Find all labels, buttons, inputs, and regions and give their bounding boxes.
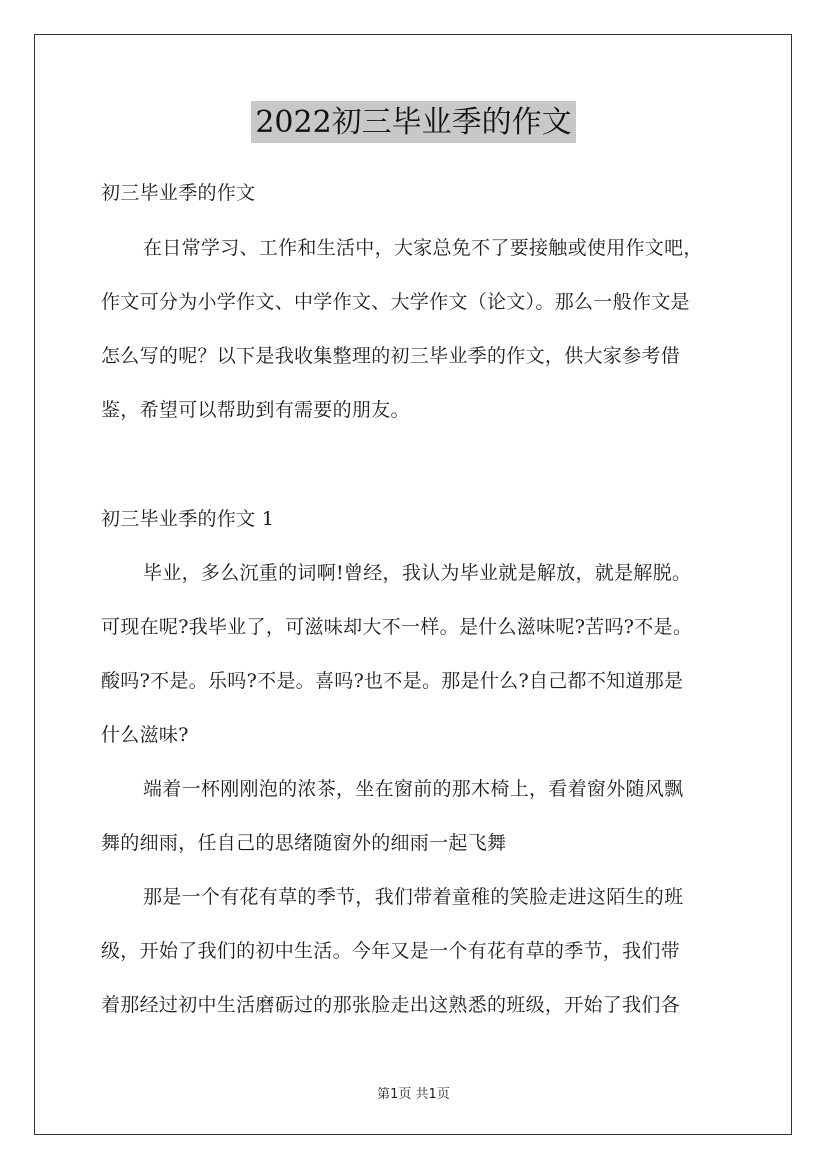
paragraph3-line-3: 着那经过初中生活磨砺过的那张脸走出这熟悉的班级，开始了我们各 [101,994,681,1016]
intro-line-4: 鉴，希望可以帮助到有需要的朋友。 [101,399,410,421]
intro-line-3: 怎么写的呢？以下是我收集整理的初三毕业季的作文，供大家参考借 [101,345,681,367]
document-title [0,101,827,143]
subtitle: 初三毕业季的作文 [101,182,256,204]
paragraph3-line-2: 级，开始了我们的初中生活。今年又是一个有花有草的季节，我们带 [101,940,681,962]
paragraph2-line-1: 端着一杯刚刚泡的浓茶，坐在窗前的那木椅上，看着窗外随风飘 [143,778,684,800]
title-text: 2022初三毕业季的作文 [251,101,575,143]
intro-line-1: 在日常学习、工作和生活中，大家总免不了要接触或使用作文吧， [143,237,703,259]
intro-line-2: 作文可分为小学作文、中学作文、大学作文（论文）。那么一般作文是 [101,291,690,313]
paragraph1-line-3: 酸吗?不是。乐吗?不是。喜吗?也不是。那是什么?自己都不知道那是 [101,670,684,692]
section-heading: 初三毕业季的作文 1 [101,508,275,530]
paragraph1-line-4: 什么滋味? [101,724,189,746]
paragraph1-line-1: 毕业，多么沉重的词啊!曾经，我认为毕业就是解放，就是解脱。 [143,562,692,584]
paragraph2-line-2: 舞的细雨，任自己的思绪随窗外的细雨一起飞舞 [101,832,507,854]
paragraph3-line-1: 那是一个有花有草的季节，我们带着童稚的笑脸走进这陌生的班 [143,886,684,908]
paragraph1-line-2: 可现在呢?我毕业了，可滋味却大不一样。是什么滋味呢?苦吗?不是。 [101,616,693,638]
page-footer: 第1页 共1页 [377,1087,450,1102]
